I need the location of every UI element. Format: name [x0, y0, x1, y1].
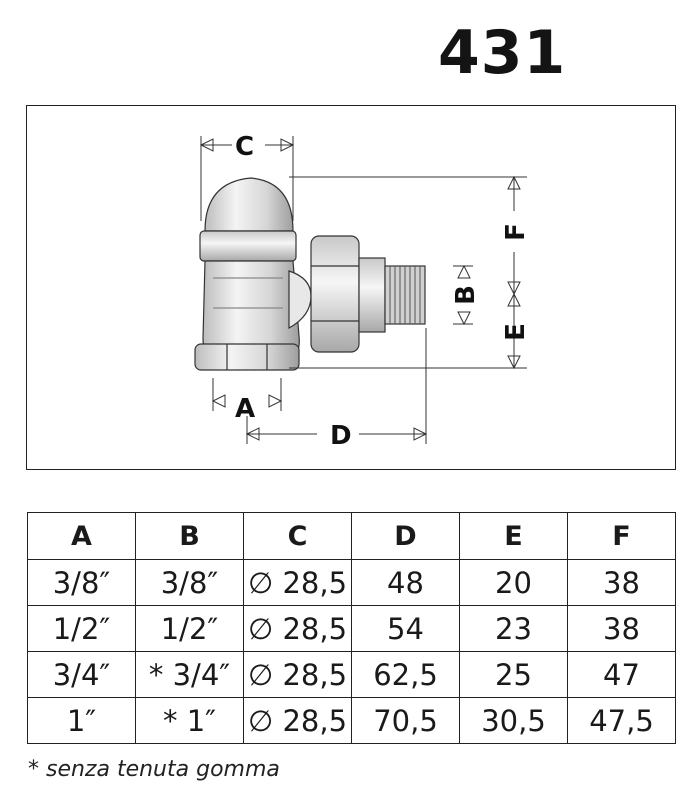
column-header-d: D: [352, 513, 460, 560]
table-cell: 1/2″: [28, 606, 136, 652]
dim-label-b: B: [451, 285, 481, 305]
column-header-f: F: [568, 513, 676, 560]
footnote: * senza tenuta gomma: [28, 757, 280, 782]
technical-drawing: [26, 105, 676, 470]
table-cell: 20: [460, 560, 568, 606]
table-cell: ∅ 28,5: [244, 698, 352, 744]
valve-drawing: [27, 106, 677, 471]
column-header-b: B: [136, 513, 244, 560]
table-cell: 1″: [28, 698, 136, 744]
table-cell: 47: [568, 652, 676, 698]
table-cell: 54: [352, 606, 460, 652]
table-cell: ∅ 28,5: [244, 606, 352, 652]
table-cell: 3/8″: [136, 560, 244, 606]
table-cell: 30,5: [460, 698, 568, 744]
valve-illustration: [195, 178, 425, 370]
table-row: [28, 606, 676, 652]
table-cell: 25: [460, 652, 568, 698]
table-row: [28, 560, 676, 606]
model-number: 431: [438, 18, 567, 88]
column-header-c: C: [244, 513, 352, 560]
table-cell: 70,5: [352, 698, 460, 744]
table-cell: * 3/4″: [136, 652, 244, 698]
table-cell: 38: [568, 560, 676, 606]
table-cell: 48: [352, 560, 460, 606]
column-header-e: E: [460, 513, 568, 560]
dim-label-c: C: [235, 132, 255, 162]
table-cell: 3/8″: [28, 560, 136, 606]
table-cell: 1/2″: [136, 606, 244, 652]
dim-label-e: E: [501, 323, 531, 341]
dim-label-a: A: [235, 394, 256, 424]
table-cell: 62,5: [352, 652, 460, 698]
table-cell: * 1″: [136, 698, 244, 744]
table-row: [28, 652, 676, 698]
dim-label-f: F: [501, 223, 531, 241]
table-row: [28, 698, 676, 744]
column-header-a: A: [28, 513, 136, 560]
table-cell: ∅ 28,5: [244, 652, 352, 698]
dimensions-table: [27, 512, 676, 744]
table-cell: 38: [568, 606, 676, 652]
table-cell: 3/4″: [28, 652, 136, 698]
dim-label-d: D: [330, 421, 352, 451]
table-cell: 47,5: [568, 698, 676, 744]
table-header-row: [28, 513, 676, 560]
table-cell: 23: [460, 606, 568, 652]
table-cell: ∅ 28,5: [244, 560, 352, 606]
